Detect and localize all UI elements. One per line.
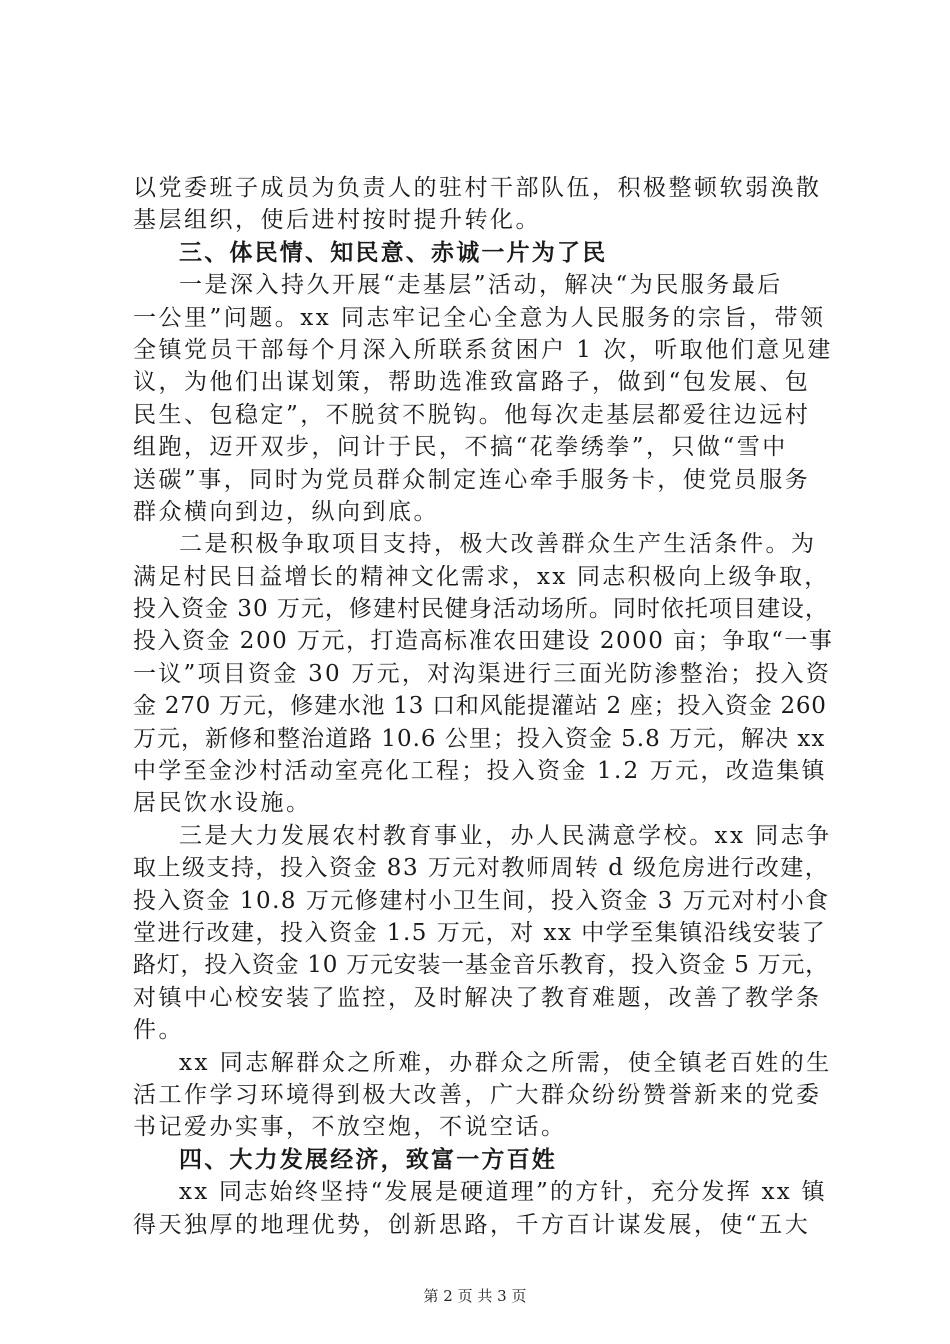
text-line: 活工作学习环境得到极大改善，广大群众纷纷赞誉新来的党委: [133, 1081, 822, 1108]
text-line: 二是积极争取项目支持，极大改善群众生产生活条件。为: [179, 531, 817, 558]
text-line: xx 同志始终坚持“发展是硬道理”的方针，充分发挥 xx 镇: [179, 1179, 827, 1206]
text-line: 金 270 万元，修建水池 13 口和风能提灌站 2 座；投入资金 260: [133, 693, 827, 720]
section-heading: 三、体民情、知民意、赤诚一片为了民: [179, 238, 608, 266]
text-line: 基层组织，使后进村按时提升转化。: [133, 207, 541, 234]
text-line: 送碳”事，同时为党员群众制定连心牵手服务卡，使党员服务: [133, 466, 811, 493]
text-line: 件。: [133, 1017, 184, 1044]
text-line: 居民饮水设施。: [133, 790, 312, 817]
section-heading: 四、大力发展经济，致富一方百姓: [179, 1145, 557, 1173]
text-line: 全镇党员干部每个月深入所联系贫困户 1 次，听取他们意见建: [133, 336, 833, 363]
text-line: 群众横向到边，纵向到底。: [133, 498, 439, 525]
text-line: 议，为他们出谋划策，帮助选准致富路子，做到“包发展、包: [133, 369, 811, 396]
text-line: 一是深入持久开展“走基层”活动，解决“为民服务最后: [179, 272, 783, 299]
text-line: 堂进行改建，投入资金 1.5 万元，对 xx 中学至集镇沿线安装了: [133, 919, 827, 946]
text-line: 三是大力发展农村教育事业，办人民满意学校。xx 同志争: [179, 822, 832, 849]
text-line: 一公里”问题。xx 同志牢记全心全意为人民服务的宗旨，带领: [133, 304, 826, 331]
text-line: 以党委班子成员为负责人的驻村干部队伍，积极整顿软弱涣散: [133, 175, 822, 201]
text-line: xx 同志解群众之所难，办群众之所需，使全镇老百姓的生: [179, 1049, 832, 1076]
text-line: 万元，新修和整治道路 10.6 公里；投入资金 5.8 万元，解决 xx: [133, 725, 826, 752]
page-footer: 第 2 页 共 3 页: [423, 1287, 527, 1305]
text-line: 满足村民日益增长的精神文化需求，xx 同志积极向上级争取，: [133, 563, 830, 590]
text-line: 一议”项目资金 30 万元，对沟渠进行三面光防渗整治；投入资: [133, 660, 832, 687]
text-line: 组跑，迈开双步，问计于民，不搞“花拳绣拳”，只做“雪中: [133, 434, 788, 461]
document-body: [133, 172, 833, 1241]
text-line: 民生、包稳定”，不脱贫不脱钩。他每次走基层都爱往边远村: [133, 401, 811, 428]
text-line: 对镇中心校安装了监控，及时解决了教育难题，改善了教学条: [133, 984, 822, 1011]
text-line: 路灯，投入资金 10 万元安装一基金音乐教育，投入资金 5 万元，: [133, 952, 829, 979]
text-line: 中学至金沙村活动室亮化工程；投入资金 1.2 万元，改造集镇: [133, 758, 827, 785]
text-line: 投入资金 10.8 万元修建村小卫生间，投入资金 3 万元对村小食: [133, 887, 830, 914]
text-line: 投入资金 30 万元，修建村民健身活动场所。同时依托项目建设，: [133, 596, 829, 623]
text-line: 取上级支持，投入资金 83 万元对教师周转 d 级危房进行改建，: [133, 855, 830, 882]
text-line: 得天独厚的地理优势，创新思路，千方百计谋发展，使“五大: [133, 1211, 811, 1238]
text-line: 投入资金 200 万元，打造高标准农田建设 2000 亩；争取“一事: [133, 628, 834, 655]
text-line: 书记爱办实事，不放空炮，不说空话。: [133, 1114, 567, 1141]
